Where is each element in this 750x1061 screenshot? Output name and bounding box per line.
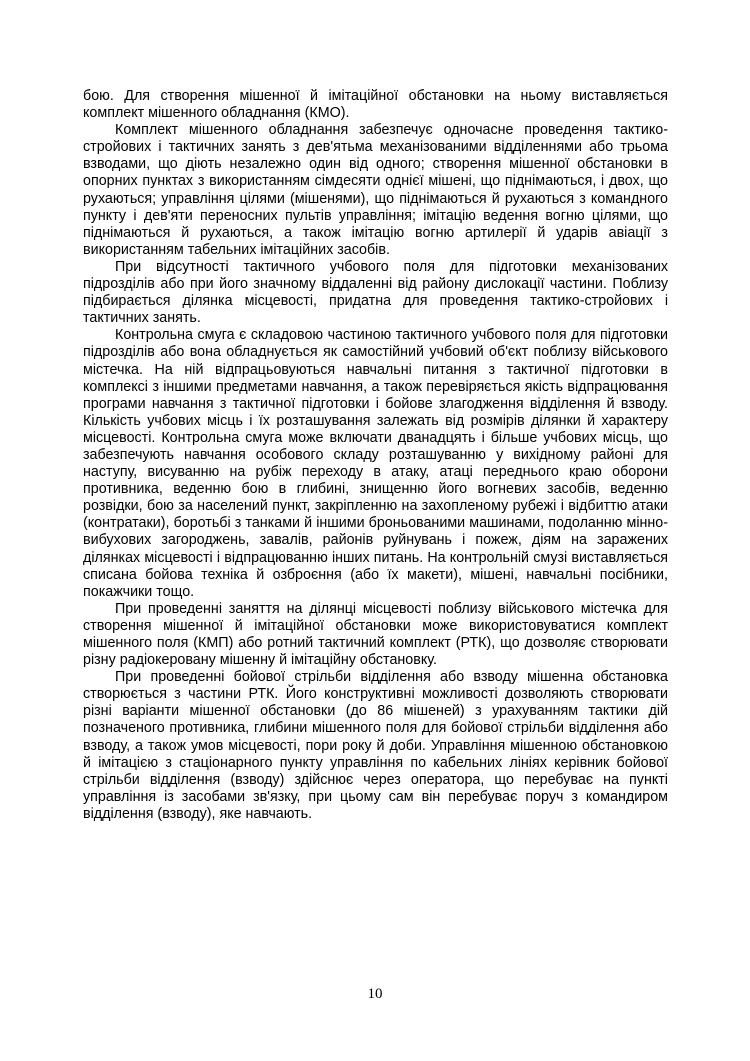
paragraph-target-field-kit: При проведенні заняття на ділянці місцевості поблизу військового містечка для створення мішенної й імітаційної обстановки може використовуватися комплект мішенного поля (КМП) або ротний тактичний комплект (РТК), що дозволяє створювати різну радіокеровану мішенну й імітаційну обстановку. — [83, 600, 668, 669]
paragraph-live-firing: При проведенні бойової стрільби відділення або взводу мішенна обстановка створюється з частини РТК. Його конструктивні можливості дозволяють створювати різні варіанти мішенної обстановки (до 86 мішеней) з урахуванням тактики дій позначеного противника, глибини мішенного поля для бойової стрільби відділення або взводу, а також умов місцевості, пори року й доби. Управління мішенною обстановкою й імітацією з стаціонарного пункту управління по кабельних лініях керівник бойової стрільби відділення (взводу) здійснює через оператора, що перебуває на пункті управління із засобами зв'язку, при цьому сам він перебуває поруч з командиром відділення (взводу), яке навчають. — [83, 669, 668, 822]
page-number: 10 — [367, 986, 383, 1002]
paragraph-target-equipment: Комплект мішенного обладнання забезпечує одночасне проведення тактико-стройових і тактичних занять з дев'ятьма механізованими відділеннями або трьома взводами, що діють незалежно один від одного; створення мішенної обстановки в опорних пунктах з використанням сімдесяти однієї мішені, що піднімаються, і двох, що рухаються; управління цілями (мішенями), що піднімаються й рухаються з командного пункту і дев'яти переносних пультів управління; імітацію ведення вогню цілями, що піднімаються й рухаються, а також імітацію вогню артилерії й ударів авіації з використанням табельних імітаційних засобів. — [83, 122, 668, 258]
paragraph-continuation: бою. Для створення мішенної й імітаційної обстановки на ньому виставляється комплект мішенного обладнання (КМО). — [83, 88, 668, 122]
paragraph-terrain-site: При відсутності тактичного учбового поля для підготовки механізованих підрозділів або при його значному віддаленні від району дислокації частини. Поблизу підбирається ділянка місцевості, придатна для проведення тактико-стройових і тактичних занять. — [83, 258, 668, 327]
paragraph-control-strip: Контрольна смуга є складовою частиною тактичного учбового поля для підготовки підрозділів або вона обладнується як самостійний учбовий об'єкт поблизу військового містечка. На ній відпрацьовуються навчальні питання з тактичної підготовки в комплексі з іншими предметами навчання, а також перевіряється якість відпрацювання програми навчання з тактичної підготовки і бойове злагодження відділення й взводу. Кількість учбових місць і їх розташування залежать від розмірів ділянки й характеру місцевості. Контрольна смуга може включати дванадцять і більше учбових місць, що забезпечують навчання особового складу розташуванню у вихідному районі для наступу, висуванню на рубіж переходу в атаку, атаці переднього краю оборони противника, веденню бою в глибині, знищенню його вогневих засобів, веденню розвідки, бою за населений пункт, закріпленню на захопленому рубежі і відбиттю атаки (контратаки), боротьбі з танками й іншими броньованими машинами, подоланню мінно-вибухових загороджень, завалів, районів руйнувань і пожеж, діям на заражених ділянках місцевості і відпрацюванню інших питань. На контрольній смузі виставляється списана бойова техніка й озброєння (або їх макети), мішені, навчальні посібники, покажчики тощо. — [83, 327, 668, 600]
body-text — [83, 88, 668, 823]
